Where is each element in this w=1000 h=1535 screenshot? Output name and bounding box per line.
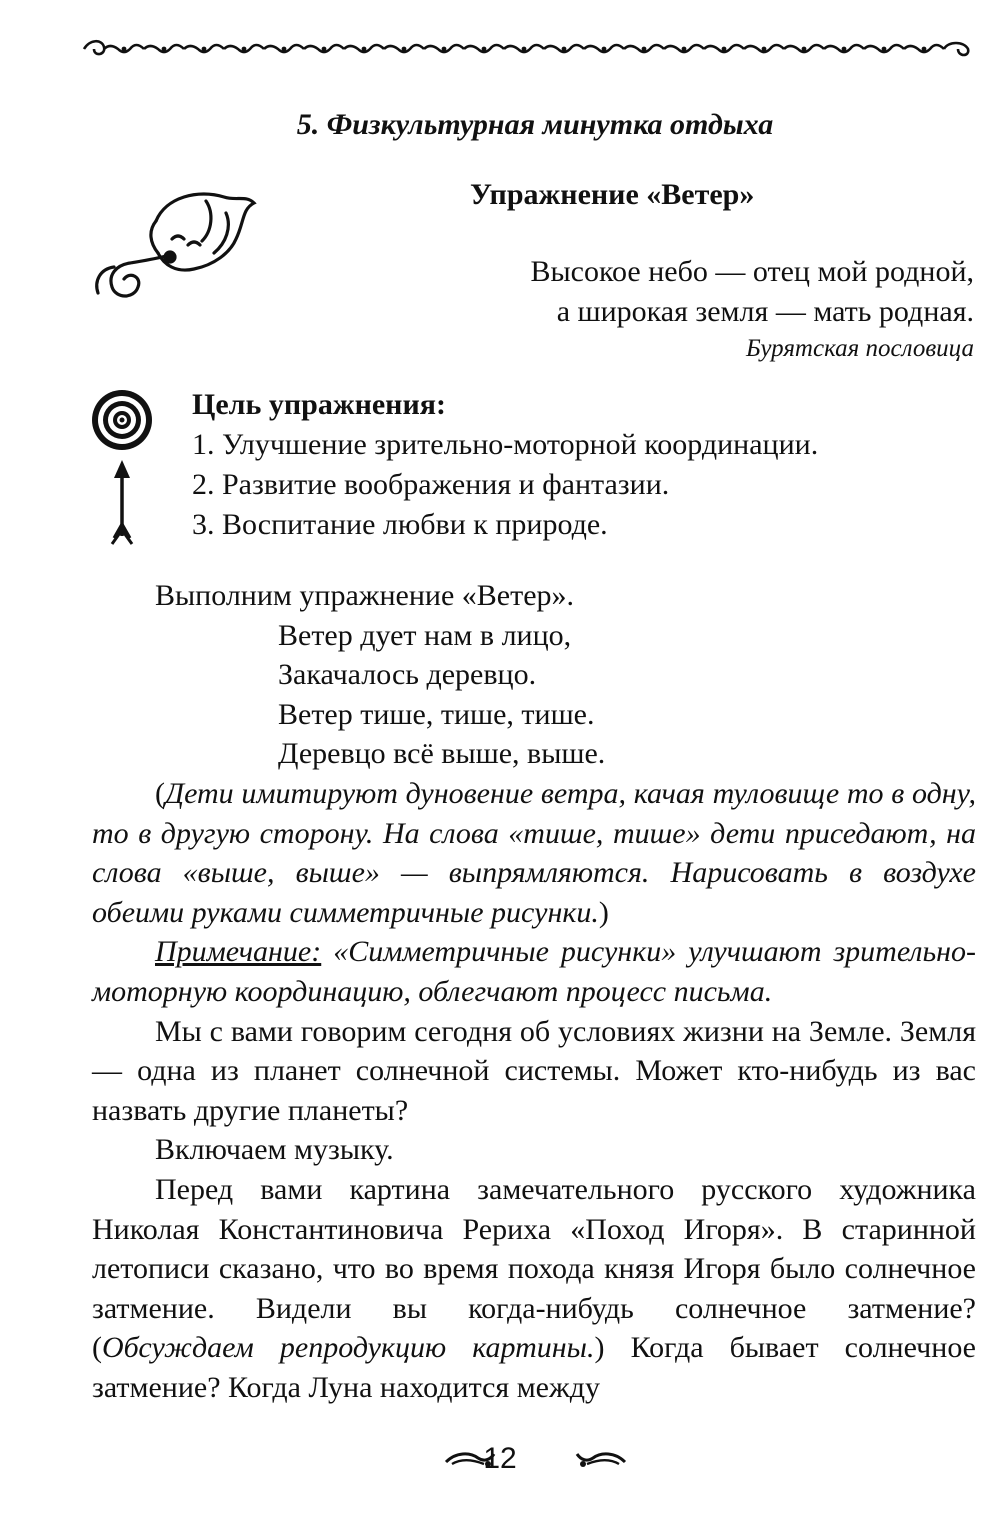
flourish-right-icon xyxy=(575,1448,627,1470)
ornament-border-icon xyxy=(80,35,975,63)
epigraph xyxy=(531,252,974,332)
paragraph-text: Перед вами картина замечательного русского художника Николая Константиновича Рериха «Поход Игоря». В старинной летописи сказано, что во время похода князя Игоря было солнечное затмение. Видели вы когда-нибудь солнечное затмение? ( xyxy=(92,1172,976,1365)
instruction-text: Дети имитируют дуновение ветра, качая туловище то в одну, то в другую сторону. На слова «тише, тише» дети приседают, на слова «выше, выше» — выпрямляются. Нарисовать в воздухе обеими руками симметричные рисунки. xyxy=(92,776,976,929)
intro-line: Выполним упражнение «Ветер». xyxy=(155,579,575,612)
note-text: «Симметричные рисунки» улучшают зрительно-моторную координацию, облегчают процесс письма. xyxy=(92,935,976,1008)
paren: ) xyxy=(598,895,609,929)
exercise-title: Упражнение «Ветер» xyxy=(470,178,755,211)
goals-block xyxy=(192,385,818,545)
paren: ( xyxy=(155,776,165,810)
goal-item: 2. Развитие воображения и фантазии. xyxy=(192,468,670,501)
poem-line: Деревцо всё выше, выше. xyxy=(278,737,606,771)
paragraph-italic: Обсуждаем репродукцию картины. xyxy=(102,1331,595,1365)
section-title: 5. Физкультурная минутка отдыха xyxy=(296,108,774,141)
paragraph: Включаем музыку. xyxy=(155,1133,394,1167)
target-arrow-icon xyxy=(90,388,154,548)
paragraph xyxy=(92,1170,976,1408)
note-paragraph xyxy=(92,932,976,1011)
goals-heading: Цель упражнения: xyxy=(192,388,446,421)
goal-item: 3. Воспитание любви к природе. xyxy=(192,508,608,541)
wind-face-icon xyxy=(86,183,264,313)
poem-line: Ветер тише, тише, тише. xyxy=(278,697,595,731)
paragraph: Мы с вами говорим сегодня об условиях жизни на Земле. Земля — одна из планет солнечной системы. Может кто-нибудь из вас назвать другие планеты? xyxy=(92,1014,976,1127)
epigraph-line: а широкая земля — мать родная. xyxy=(556,295,974,328)
note-label: Примечание: xyxy=(155,935,322,969)
instruction-paragraph xyxy=(92,774,976,932)
main-text xyxy=(92,576,976,1407)
page-number: 12 xyxy=(483,1442,517,1475)
poem-line: Закачалось деревцо. xyxy=(278,658,537,692)
epigraph-source: Бурятская пословица xyxy=(745,335,974,362)
epigraph-line: Высокое небо — отец мой родной, xyxy=(530,255,974,288)
poem-line: Ветер дует нам в лицо, xyxy=(278,618,572,652)
page-footer xyxy=(0,1440,1000,1480)
paragraph-text: ) Когда бывает солнечное затмение? Когда Луна находится между xyxy=(92,1331,976,1404)
goal-item: 1. Улучшение зрительно-моторной координации. xyxy=(192,428,819,461)
